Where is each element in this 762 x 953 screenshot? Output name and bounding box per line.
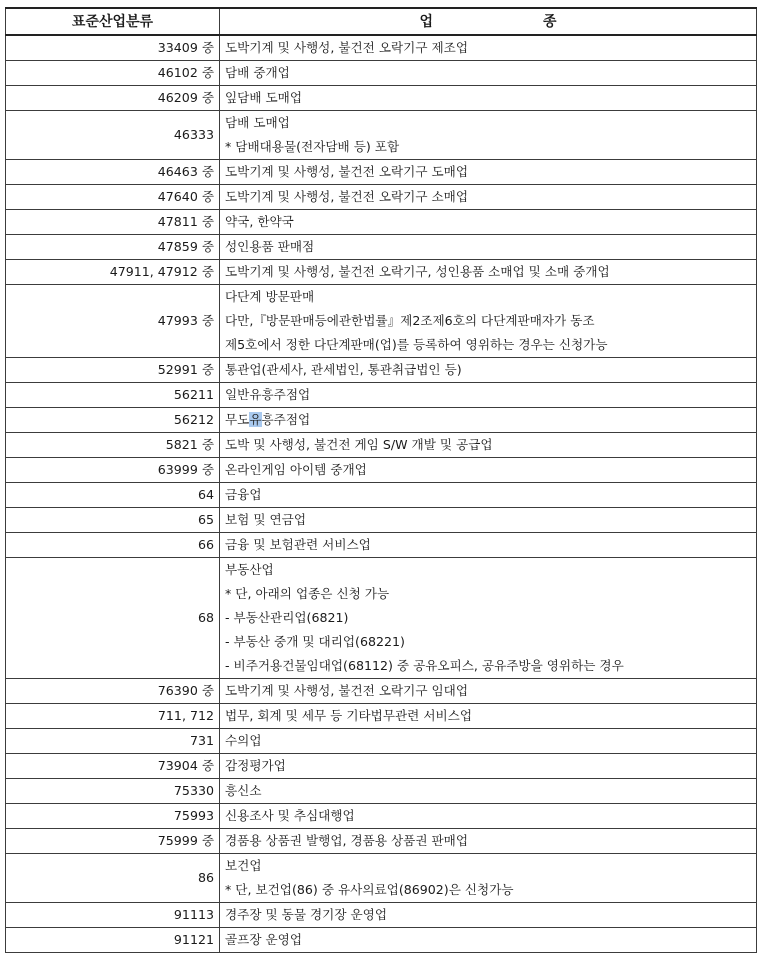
business-type-line: * 담배대용물(전자담배 등) 포함 <box>225 139 400 154</box>
business-type-line: 무도유흥주점업 <box>225 412 311 427</box>
business-type-line: 담배 중개업 <box>225 65 290 80</box>
table-row <box>6 285 757 358</box>
industry-code-cell: 65 <box>6 508 220 533</box>
business-type-line: 제5호에서 정한 다단계판매(업)를 등록하여 영위하는 경우는 신청가능 <box>225 337 608 352</box>
industry-code-cell: 75999 중 <box>6 829 220 854</box>
business-type-line: 도박기계 및 사행성, 불건전 오락기구 소매업 <box>225 189 468 204</box>
table-row <box>6 558 757 679</box>
table-row <box>6 185 757 210</box>
business-type-line: 경주장 및 동물 경기장 운영업 <box>225 907 387 922</box>
table-row <box>6 111 757 160</box>
table-row <box>6 210 757 235</box>
table-row <box>6 804 757 829</box>
business-type-cell <box>220 35 757 61</box>
table-row <box>6 160 757 185</box>
business-type-line: 약국, 한약국 <box>225 214 294 229</box>
business-type-line: 성인용품 판매점 <box>225 239 315 254</box>
business-type-line: 보험 및 연금업 <box>225 512 306 527</box>
business-type-line: 도박기계 및 사행성, 불건전 오락기구, 성인용품 소매업 및 소매 중개업 <box>225 264 610 279</box>
business-type-line: 법무, 회계 및 세무 등 기타법무관련 서비스업 <box>225 708 473 723</box>
industry-code-cell: 91113 <box>6 903 220 928</box>
industry-code-cell: 46209 중 <box>6 86 220 111</box>
industry-code-cell: 86 <box>6 854 220 903</box>
business-type-cell <box>220 86 757 111</box>
table-row <box>6 35 757 61</box>
table-row <box>6 61 757 86</box>
header-business-type-b: 종 <box>543 13 557 30</box>
business-type-line: 금융 및 보험관련 서비스업 <box>225 537 371 552</box>
business-type-line: 도박기계 및 사행성, 불건전 오락기구 제조업 <box>225 40 468 55</box>
business-type-cell <box>220 903 757 928</box>
business-type-line: 수의업 <box>225 733 262 748</box>
business-type-cell <box>220 928 757 953</box>
business-type-cell <box>220 235 757 260</box>
table-header-row <box>6 8 757 35</box>
business-type-cell <box>220 61 757 86</box>
table-row <box>6 928 757 953</box>
industry-classification-table <box>5 7 757 953</box>
industry-code-cell: 47993 중 <box>6 285 220 358</box>
industry-code-cell: 56211 <box>6 383 220 408</box>
business-type-line: 부동산업 <box>225 562 274 577</box>
business-type-cell <box>220 111 757 160</box>
business-type-cell <box>220 533 757 558</box>
business-type-cell <box>220 779 757 804</box>
industry-code-cell: 63999 중 <box>6 458 220 483</box>
business-type-line: 경품용 상품권 발행업, 경품용 상품권 판매업 <box>225 833 468 848</box>
business-type-cell <box>220 704 757 729</box>
business-type-line: 도박기계 및 사행성, 불건전 오락기구 도매업 <box>225 164 468 179</box>
industry-code-cell: 76390 중 <box>6 679 220 704</box>
industry-code-cell: 47911, 47912 중 <box>6 260 220 285</box>
table-row <box>6 704 757 729</box>
business-type-line: 골프장 운영업 <box>225 932 302 947</box>
business-type-line: 도박 및 사행성, 불건전 게임 S/W 개발 및 공급업 <box>225 437 493 452</box>
table-row <box>6 260 757 285</box>
industry-code-cell: 75993 <box>6 804 220 829</box>
business-type-cell <box>220 458 757 483</box>
industry-code-cell: 52991 중 <box>6 358 220 383</box>
business-type-line: - 부동산 중개 및 대리업(68221) <box>225 634 405 649</box>
industry-code-cell: 66 <box>6 533 220 558</box>
business-type-line: 일반유흥주점업 <box>225 387 311 402</box>
table-row <box>6 754 757 779</box>
industry-code-cell: 91121 <box>6 928 220 953</box>
table-row <box>6 508 757 533</box>
business-type-cell <box>220 185 757 210</box>
business-type-line: 온라인게임 아이템 중개업 <box>225 462 367 477</box>
industry-code-cell: 47859 중 <box>6 235 220 260</box>
table-row <box>6 829 757 854</box>
table-row <box>6 729 757 754</box>
industry-code-cell: 75330 <box>6 779 220 804</box>
business-type-cell <box>220 729 757 754</box>
industry-code-cell: 64 <box>6 483 220 508</box>
business-type-line: 통관업(관세사, 관세법인, 통관취급법인 등) <box>225 362 462 377</box>
business-type-cell <box>220 160 757 185</box>
table-row <box>6 679 757 704</box>
business-type-line: * 단, 보건업(86) 중 유사의료업(86902)은 신청가능 <box>225 882 514 897</box>
industry-code-cell: 46333 <box>6 111 220 160</box>
business-type-cell <box>220 508 757 533</box>
table-row <box>6 408 757 433</box>
industry-code-cell: 68 <box>6 558 220 679</box>
table-row <box>6 854 757 903</box>
business-type-cell <box>220 285 757 358</box>
business-type-line: 도박기계 및 사행성, 불건전 오락기구 임대업 <box>225 683 468 698</box>
business-type-cell <box>220 804 757 829</box>
table-row <box>6 903 757 928</box>
business-type-line: - 비주거용건물임대업(68112) 중 공유오피스, 공유주방을 영위하는 경우 <box>225 658 624 673</box>
table-row <box>6 433 757 458</box>
business-type-line: 다단계 방문판매 <box>225 289 315 304</box>
industry-code-cell: 73904 중 <box>6 754 220 779</box>
table-row <box>6 458 757 483</box>
business-type-cell <box>220 754 757 779</box>
table-row <box>6 483 757 508</box>
industry-code-cell: 711, 712 <box>6 704 220 729</box>
industry-code-cell: 5821 중 <box>6 433 220 458</box>
business-type-cell <box>220 854 757 903</box>
table-body <box>6 35 757 953</box>
industry-code-cell: 731 <box>6 729 220 754</box>
business-type-line: 감정평가업 <box>225 758 286 773</box>
header-business-type <box>220 8 757 35</box>
business-type-cell <box>220 433 757 458</box>
industry-code-cell: 46463 중 <box>6 160 220 185</box>
header-business-type-a: 업 <box>419 13 433 30</box>
business-type-cell <box>220 408 757 433</box>
business-type-line: 잎담배 도매업 <box>225 90 302 105</box>
business-type-cell <box>220 210 757 235</box>
text-selection-highlight: 유 <box>249 412 262 427</box>
table-row <box>6 358 757 383</box>
industry-code-cell: 33409 중 <box>6 35 220 61</box>
business-type-line: 보건업 <box>225 858 262 873</box>
business-type-cell <box>220 383 757 408</box>
business-type-cell <box>220 483 757 508</box>
table-row <box>6 235 757 260</box>
business-type-line: 신용조사 및 추심대행업 <box>225 808 355 823</box>
header-industry-code: 표준산업분류 <box>6 8 220 35</box>
business-type-line: 흥신소 <box>225 783 262 798</box>
business-type-line: 다만,『방문판매등에관한법률』제2조제6호의 다단계판매자가 동조 <box>225 313 595 328</box>
business-type-cell <box>220 829 757 854</box>
business-type-cell <box>220 679 757 704</box>
business-type-line: - 부동산관리업(6821) <box>225 610 349 625</box>
table-row <box>6 779 757 804</box>
industry-code-cell: 47640 중 <box>6 185 220 210</box>
table-row <box>6 86 757 111</box>
business-type-line: 담배 도매업 <box>225 115 290 130</box>
table-row <box>6 533 757 558</box>
business-type-line: * 단, 아래의 업종은 신청 가능 <box>225 586 390 601</box>
business-type-cell <box>220 558 757 679</box>
business-type-cell <box>220 260 757 285</box>
industry-code-cell: 47811 중 <box>6 210 220 235</box>
industry-code-cell: 56212 <box>6 408 220 433</box>
business-type-cell <box>220 358 757 383</box>
table-row <box>6 383 757 408</box>
industry-code-cell: 46102 중 <box>6 61 220 86</box>
business-type-line: 금융업 <box>225 487 262 502</box>
